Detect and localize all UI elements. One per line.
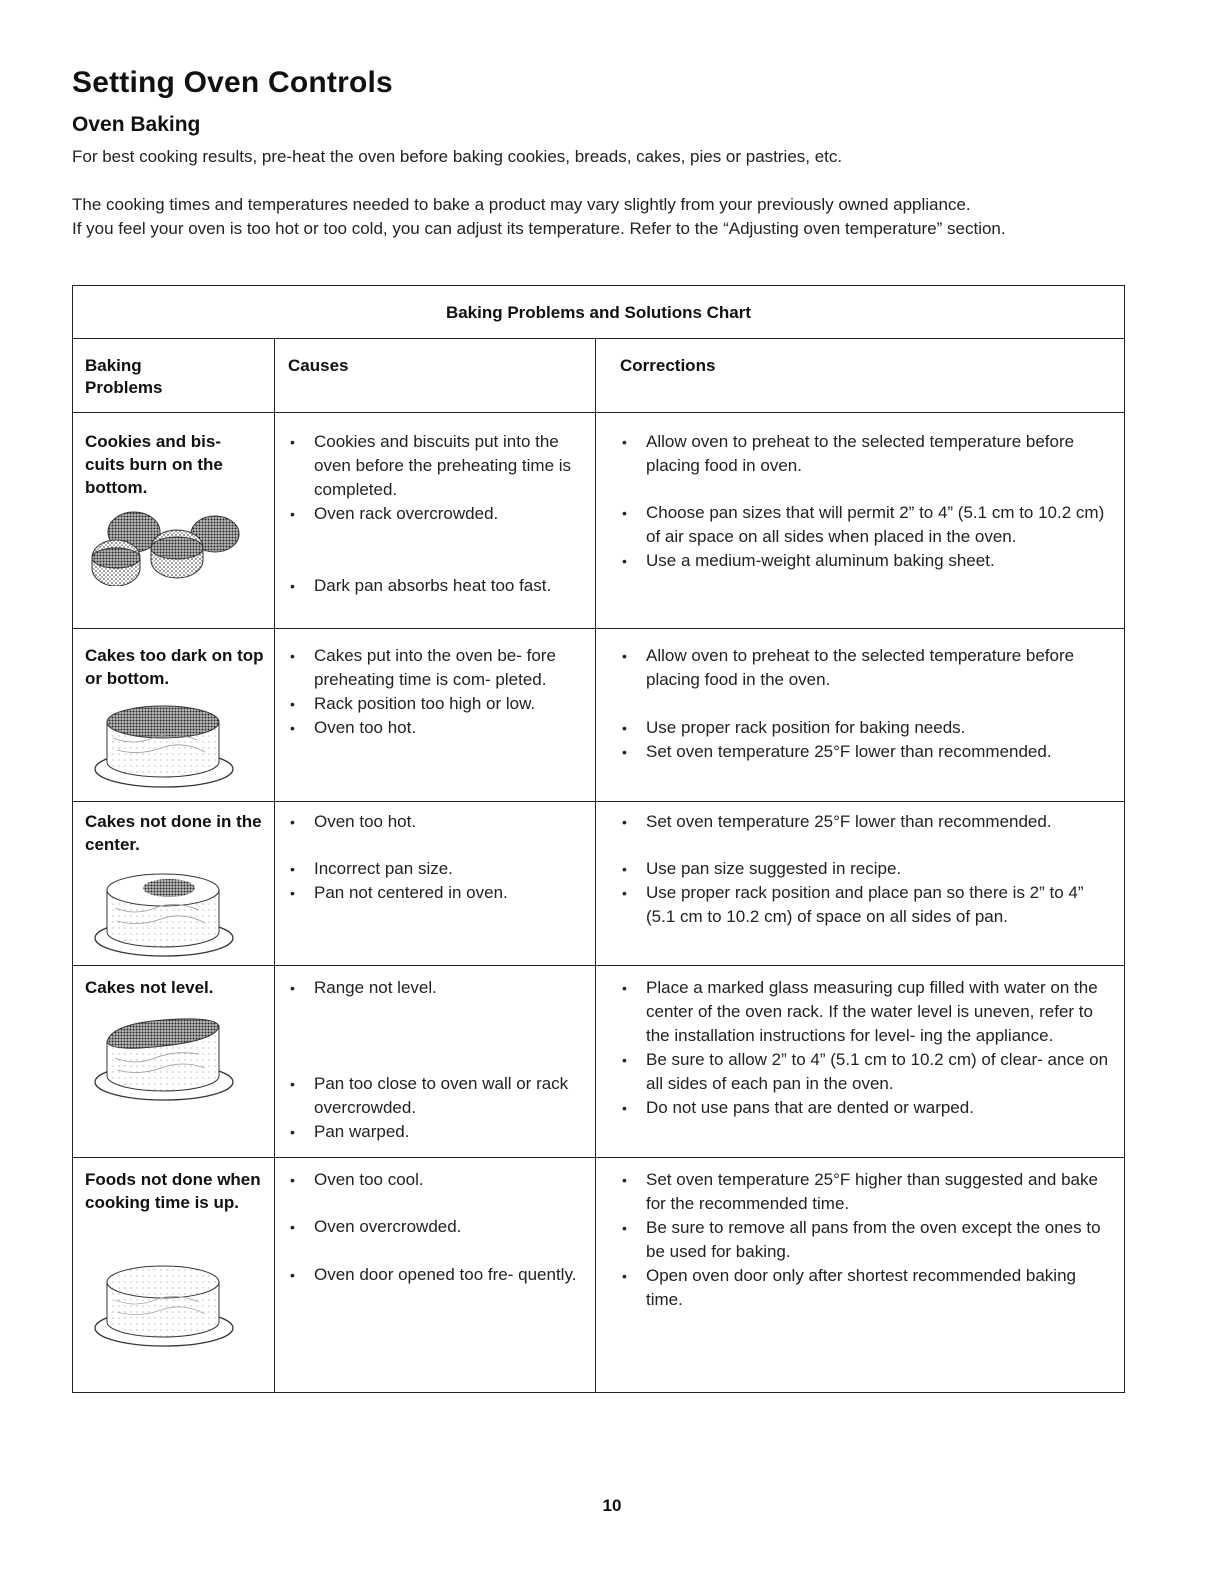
cause-item: • Oven rack overcrowded.	[288, 502, 586, 526]
section-title: Oven Baking	[72, 113, 201, 136]
corrections-list	[620, 644, 1115, 764]
problem-label: Cookies and bis- cuits burn on the bottom.	[85, 432, 223, 497]
causes-list	[288, 1168, 586, 1287]
correction-item: • Set oven temperature 25°F higher than suggested and bake for the recommended time.	[620, 1168, 1115, 1216]
correction-item: • Be sure to allow 2” to 4” (5.1 cm to 10.2 cm) of clear- ance on all sides of each pan in the oven.	[620, 1048, 1115, 1096]
column-header-problems-line2: Problems	[85, 378, 163, 397]
intro-paragraph-2: The cooking times and temperatures needed to bake a product may vary slightly from your previously owned appliance.	[72, 195, 971, 214]
cause-item: • Cakes put into the oven be- fore preheating time is com- pleted.	[288, 644, 586, 692]
corrections-list	[620, 1168, 1115, 1312]
cause-item: • Pan warped.	[288, 1120, 586, 1144]
cause-item: • Oven too hot.	[288, 716, 586, 740]
corrections-list	[620, 976, 1115, 1120]
cause-item: • Oven overcrowded.	[288, 1215, 586, 1239]
cake-uneven-icon	[87, 1010, 237, 1104]
correction-item: • Use proper rack position and place pan so there is 2” to 4” (5.1 cm to 10.2 cm) of space on all sides of pan.	[620, 881, 1115, 929]
problem-label: Cakes not done in the center.	[85, 812, 262, 854]
row-divider	[73, 965, 1124, 966]
correction-item: • Set oven temperature 25°F lower than recommended.	[620, 810, 1115, 834]
page-title: Setting Oven Controls	[72, 66, 393, 99]
cause-item: • Pan too close to oven wall or rack overcrowded.	[288, 1072, 586, 1120]
correction-item: • Choose pan sizes that will permit 2” to 4” (5.1 cm to 10.2 cm) of air space on all sides when placed in the oven.	[620, 501, 1115, 549]
correction-item: • Allow oven to preheat to the selected temperature before placing food in the oven.	[620, 644, 1115, 692]
cause-item: • Oven too cool.	[288, 1168, 586, 1192]
correction-item: • Be sure to remove all pans from the oven except the ones to be used for baking.	[620, 1216, 1115, 1264]
column-header-problems	[85, 355, 162, 399]
corrections-list	[620, 810, 1115, 929]
row-divider	[73, 1157, 1124, 1158]
correction-item: • Use proper rack position for baking needs.	[620, 716, 1115, 740]
cause-item: • Rack position too high or low.	[288, 692, 586, 716]
cause-item: • Incorrect pan size.	[288, 857, 586, 881]
corrections-list	[620, 430, 1115, 573]
causes-list	[288, 644, 586, 740]
baking-problems-chart	[72, 285, 1125, 1393]
correction-item: • Do not use pans that are dented or warped.	[620, 1096, 1115, 1120]
correction-item: • Use a medium-weight aluminum baking sheet.	[620, 549, 1115, 573]
cause-item: • Pan not centered in oven.	[288, 881, 586, 905]
row-divider	[73, 412, 1124, 413]
cause-item: • Oven too hot.	[288, 810, 586, 834]
cake-sunken-center-icon	[87, 866, 237, 960]
intro-paragraph-1: For best cooking results, pre-heat the oven before baking cookies, breads, cakes, pies or pastries, etc.	[72, 147, 843, 166]
correction-item: • Set oven temperature 25°F lower than recommended.	[620, 740, 1115, 764]
row-divider	[73, 628, 1124, 629]
causes-list	[288, 430, 586, 598]
problem-label: Cakes not level.	[85, 978, 214, 997]
intro-paragraph-3: If you feel your oven is too hot or too cold, you can adjust its temperature. Refer to the “Adjusting oven temperature” section.	[72, 219, 1006, 238]
cake-pale-icon	[87, 1256, 237, 1350]
problem-label: Foods not done when cooking time is up.	[85, 1170, 261, 1212]
cookies-icon	[87, 506, 259, 586]
causes-list	[288, 810, 586, 905]
chart-title: Baking Problems and Solutions Chart	[73, 286, 1124, 339]
column-divider	[274, 339, 275, 1392]
cause-item: • Cookies and biscuits put into the oven before the preheating time is completed.	[288, 430, 586, 502]
column-divider	[595, 339, 596, 1392]
problem-label: Cakes too dark on top or bottom.	[85, 646, 264, 688]
column-header-corrections: Corrections	[620, 356, 716, 375]
correction-item: • Open oven door only after shortest recommended baking time.	[620, 1264, 1115, 1312]
correction-item: • Place a marked glass measuring cup filled with water on the center of the oven rack. If the water level is uneven, refer to the installation instructions for level- ing the appliance.	[620, 976, 1115, 1048]
column-header-causes: Causes	[288, 356, 349, 375]
page-number: 10	[602, 1496, 622, 1515]
causes-list	[288, 976, 586, 1144]
cause-item: • Range not level.	[288, 976, 586, 1000]
cause-item: • Oven door opened too fre- quently.	[288, 1263, 586, 1287]
correction-item: • Use pan size suggested in recipe.	[620, 857, 1115, 881]
cause-item: • Dark pan absorbs heat too fast.	[288, 574, 586, 598]
cake-dark-top-icon	[87, 698, 237, 790]
row-divider	[73, 801, 1124, 802]
correction-item: • Allow oven to preheat to the selected temperature before placing food in oven.	[620, 430, 1115, 478]
column-header-problems-line1: Baking	[85, 356, 142, 375]
